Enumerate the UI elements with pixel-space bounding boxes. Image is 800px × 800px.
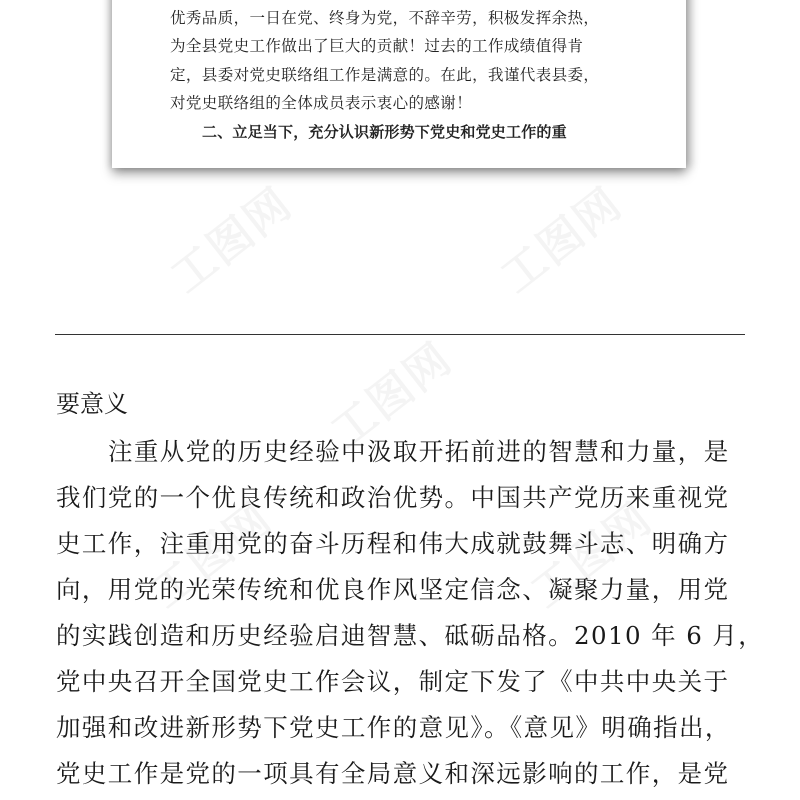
- body-text: [56, 429, 765, 797]
- card-text-line: [170, 0, 650, 4]
- card-text-line: 优秀品质，一日在党、终身为党，不辞辛劳，积极发挥余热，: [170, 8, 600, 27]
- body-text-line: 加强和改进新形势下党史工作的意见》。《意见》明确指出，: [56, 713, 731, 742]
- card-text-line: 为全县党史工作做出了巨大的贡献！过去的工作成绩值得肯: [170, 37, 584, 55]
- body-text-line: 向，用党的光荣传统和优良作风坚定信念、凝聚力量，用党: [56, 575, 730, 604]
- section-heading: 要意义: [56, 390, 128, 418]
- body-text-line: 史工作，注重用党的奋斗历程和伟大成就鼓舞斗志、明确方: [56, 529, 730, 558]
- body-text-line: 我们党的一个优良传统和政治优势。中国共产党历来重视党: [56, 483, 730, 512]
- card-text-line: 定，县委对党史联络组工作是满意的。在此，我谨代表县委，: [170, 65, 600, 84]
- card-text-line: 对党史联络组的全体成员表示衷心的感谢！: [170, 94, 473, 112]
- body-text-line: 党中央召开全国党史工作会议，制定下发了《中共中央关于: [56, 667, 730, 696]
- page-preview-card: [112, 0, 686, 168]
- body-text-line: 注重从党的历史经验中汲取开拓前进的智慧和力量，是: [108, 437, 730, 466]
- horizontal-divider: [55, 334, 745, 335]
- card-section-heading: 二、立足当下，充分认识新形势下党史和党史工作的重: [202, 122, 567, 141]
- body-text-line: 的实践创造和历史经验启迪智慧、砥砺品格。2010 年 6 月，: [56, 621, 765, 650]
- watermark: [485, 169, 633, 304]
- body-text-line: 党史工作是党的一项具有全局意义和深远影响的工作，是党: [56, 759, 730, 788]
- watermark: [155, 169, 303, 304]
- card-text-block: [170, 0, 650, 146]
